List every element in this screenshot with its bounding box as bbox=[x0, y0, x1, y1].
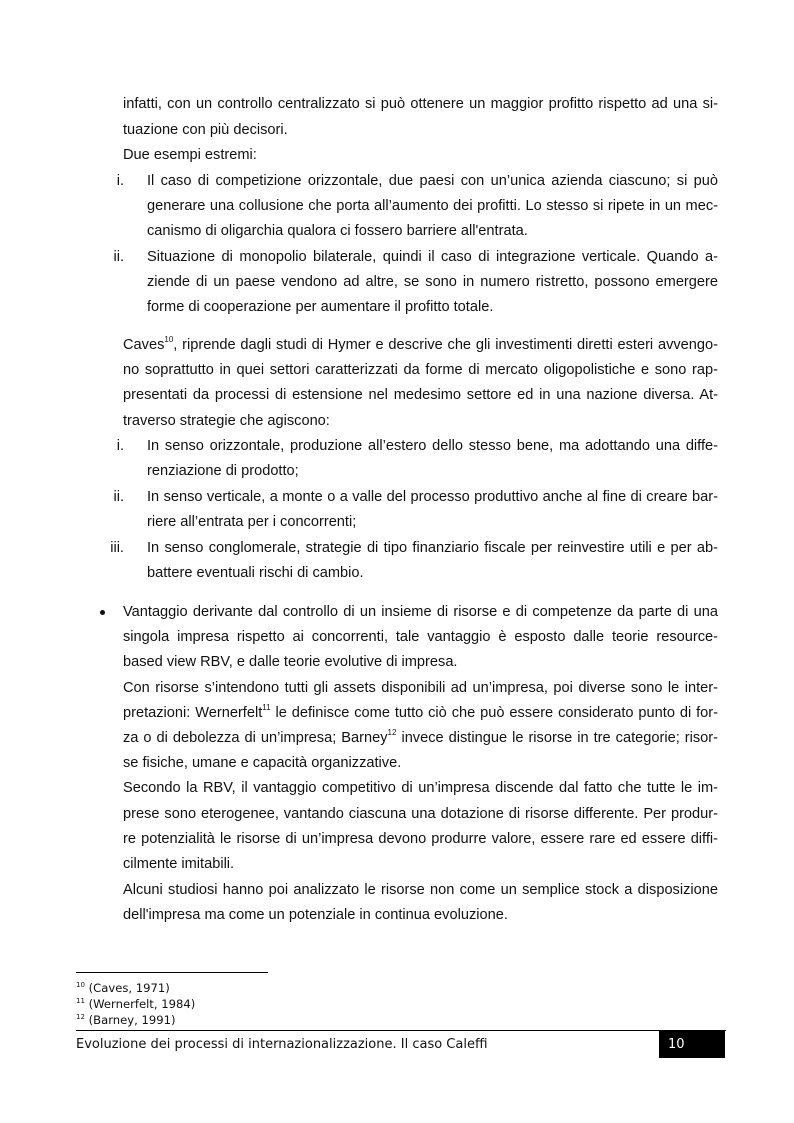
body-line: no soprattutto in quei settori caratterizzati da forme di mercato oligopolistiche e sono rap- bbox=[123, 362, 718, 378]
body-line: Vantaggio derivante dal controllo di un insieme di risorse e di competenze da parte di una bbox=[123, 604, 718, 620]
body-line: based view RBV, e dalle teorie evolutive di impresa. bbox=[123, 654, 458, 670]
page-number: 10 bbox=[659, 1031, 725, 1058]
list-item-line: In senso verticale, a monte o a valle del processo produttivo anche al fine di creare bar- bbox=[147, 489, 718, 505]
footnote-ref: 12 bbox=[387, 728, 397, 737]
body-line: Due esempi estremi: bbox=[123, 147, 257, 163]
list-marker: iii. bbox=[110, 540, 124, 556]
footnote: $^{11}$ (Wernerfelt, 1984) bbox=[76, 997, 196, 1011]
list-item-line: renziazione di prodotto; bbox=[147, 463, 299, 479]
body-line: Secondo la RBV, il vantaggio competitivo di un’impresa discende dal fatto che tutte le im- bbox=[123, 780, 718, 796]
body-line: singola impresa rispetto ai concorrenti, tale vantaggio è esposto dalle teorie resource- bbox=[123, 629, 718, 645]
body-line: tuazione con più decisori. bbox=[123, 122, 288, 138]
body-line: za o di debolezza di un’impresa; Barney$^{12}$ invece distingue le risorse in tre categorie; risor- bbox=[123, 728, 718, 746]
list-item-line: battere eventuali rischi di cambio. bbox=[147, 565, 364, 581]
list-item-line: Situazione di monopolio bilaterale, quindi il caso di integrazione verticale. Quando a- bbox=[147, 249, 718, 265]
body-line: se fisiche, umane e capacità organizzative. bbox=[123, 755, 402, 771]
body-line: presentati da processi di estensione nel medesimo settore ed in una nazione diversa. At- bbox=[123, 387, 718, 403]
list-marker: i. bbox=[116, 438, 124, 454]
body-line: prese sono eterogenee, vantando ciascuna una dotazione di risorse differente. Per produr- bbox=[123, 806, 718, 822]
list-item-line: canismo di oligarchia qualora ci fossero barriere all'entrata. bbox=[147, 223, 528, 239]
body-line: traverso strategie che agiscono: bbox=[123, 413, 330, 429]
list-item-line: ziende di un paese vendono ad altre, se sono in numero ristretto, possono emergere bbox=[147, 274, 718, 290]
list-item-line: In senso conglomerale, strategie di tipo finanziario fiscale per reinvestire utili e per ab- bbox=[147, 540, 718, 556]
list-item-line: In senso orizzontale, produzione all’estero dello stesso bene, ma adottando una diffe- bbox=[147, 438, 718, 454]
footnote-separator bbox=[76, 972, 268, 973]
body-line: dell'impresa ma come un potenziale in continua evoluzione. bbox=[123, 907, 508, 923]
footnote-ref: 11 bbox=[262, 703, 271, 712]
footer-separator bbox=[76, 1030, 726, 1031]
footnote: $^{12}$ (Barney, 1991) bbox=[76, 1013, 176, 1027]
body-line: Alcuni studiosi hanno poi analizzato le risorse non come un semplice stock a disposizione bbox=[123, 882, 718, 898]
body-line: infatti, con un controllo centralizzato si può ottenere un maggior profitto rispetto ad una si- bbox=[123, 96, 718, 112]
footnote-ref: 10 bbox=[164, 335, 174, 344]
bullet-icon bbox=[100, 610, 105, 615]
footnote: $^{10}$ (Caves, 1971) bbox=[76, 981, 170, 995]
body-line: re potenzialità le risorse di un’impresa devono produrre valore, essere rare ed essere diffi- bbox=[123, 831, 718, 847]
body-line: Con risorse s’intendono tutti gli assets disponibili ad un’impresa, poi diverse sono le inter- bbox=[123, 680, 718, 696]
list-item-line: riere all’entrata per i concorrenti; bbox=[147, 514, 357, 530]
list-item-line: forme di cooperazione per aumentare il profitto totale. bbox=[147, 299, 494, 315]
list-item-line: generare una collusione che porta all’aumento dei profitti. Lo stesso si ripete in un mec- bbox=[147, 198, 718, 214]
footer-title: Evoluzione dei processi di internazionalizzazione. Il caso Caleffi bbox=[76, 1037, 488, 1052]
body-line: pretazioni: Wernerfelt$^{11}$ le definisce come tutto ciò che può essere considerato punto di for- bbox=[123, 703, 718, 721]
list-marker: ii. bbox=[113, 249, 124, 265]
body-line: Caves$^{10}$, riprende dagli studi di Hymer e descrive che gli investimenti diretti esteri avvengo- bbox=[123, 335, 718, 353]
list-item-line: Il caso di competizione orizzontale, due paesi con un’unica azienda ciascuno; si può bbox=[147, 173, 718, 189]
body-line: cilmente imitabili. bbox=[123, 856, 235, 872]
list-marker: ii. bbox=[113, 489, 124, 505]
list-marker: i. bbox=[116, 173, 124, 189]
